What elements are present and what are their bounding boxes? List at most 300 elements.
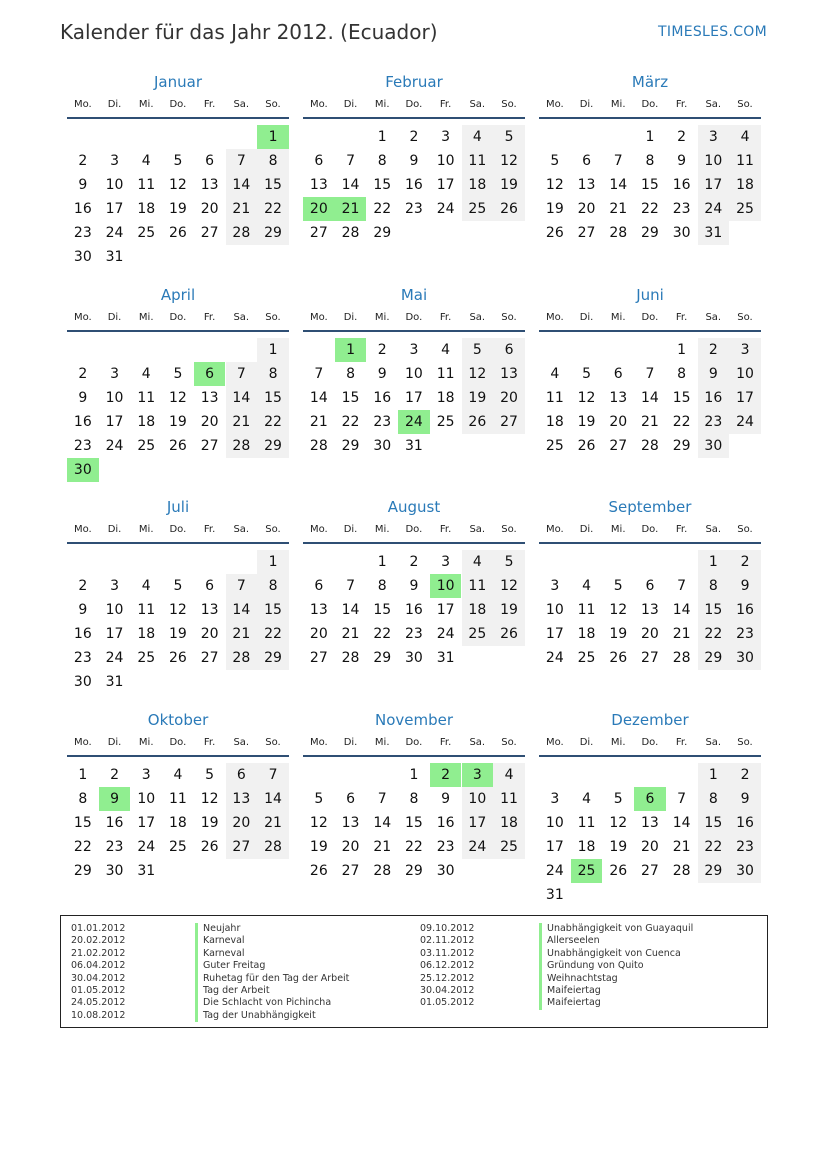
holiday-name: Karneval xyxy=(195,948,349,960)
weekday-label: Sa. xyxy=(705,312,722,323)
day-cell: 2 xyxy=(409,554,419,570)
day-cell: 27 xyxy=(226,835,258,859)
day-cell: 29 xyxy=(698,646,730,670)
day-cell: 15 xyxy=(698,811,730,835)
weekday-label: Do. xyxy=(169,524,187,535)
day-cell: 3 xyxy=(698,125,730,149)
day-cell: 15 xyxy=(257,598,289,622)
day-cell: 21 xyxy=(309,414,328,430)
day-cell: 16 xyxy=(436,815,455,831)
weekday-label: Sa. xyxy=(233,737,250,748)
day-cell: 19 xyxy=(169,414,187,430)
day-cell: 22 xyxy=(373,626,392,642)
day-cell: 26 xyxy=(169,650,187,666)
day-cell: 3 xyxy=(110,578,119,594)
day-cell: 8 xyxy=(698,787,730,811)
day-cell: 10 xyxy=(405,366,423,382)
day-cell: 24 xyxy=(137,839,156,855)
day-cell: 29 xyxy=(257,221,289,245)
day-cell: 9 xyxy=(78,177,88,193)
weekday-label: Fr. xyxy=(675,737,688,748)
day-cell: 26 xyxy=(462,410,494,434)
day-cell: 21 xyxy=(672,626,691,642)
month-6 xyxy=(67,496,289,688)
day-cell: 13 xyxy=(200,602,219,618)
day-cell: 30 xyxy=(73,249,92,265)
weekday-label: Mo. xyxy=(309,99,328,110)
weekday-label: Sa. xyxy=(705,99,722,110)
day-cell: 25 xyxy=(436,414,455,430)
day-cell: 4 xyxy=(493,763,525,787)
day-cell: 5 xyxy=(493,125,525,149)
weekday-label: Mo. xyxy=(545,99,564,110)
weekday-label: Mi. xyxy=(138,737,154,748)
day-cell: 27 xyxy=(609,438,628,454)
day-cell: 25 xyxy=(462,622,494,646)
holiday-names-col-2 xyxy=(539,923,693,1010)
day-cell: 28 xyxy=(341,650,360,666)
month-11 xyxy=(539,709,761,901)
day-cell: 25 xyxy=(462,197,494,221)
weekday-label: Mo. xyxy=(309,524,328,535)
day-cell: 20 xyxy=(493,386,525,410)
day-cell: 11 xyxy=(577,602,596,618)
day-cell: 1 xyxy=(257,550,289,574)
holiday-day-cell: 9 xyxy=(99,787,131,811)
day-cell: 13 xyxy=(200,390,219,406)
day-cell: 16 xyxy=(405,602,423,618)
holiday-name: Karneval xyxy=(195,935,349,947)
day-cell: 31 xyxy=(436,650,455,666)
day-cell: 29 xyxy=(373,225,392,241)
day-cell: 24 xyxy=(462,835,494,859)
day-cell: 22 xyxy=(641,201,659,217)
weekday-label: Fr. xyxy=(203,312,216,323)
day-cell: 17 xyxy=(105,201,124,217)
day-cell: 26 xyxy=(169,438,187,454)
day-cell: 14 xyxy=(341,602,360,618)
day-cell: 26 xyxy=(609,650,628,666)
day-cell: 1 xyxy=(257,338,289,362)
weekday-label: Di. xyxy=(343,737,358,748)
day-cell: 19 xyxy=(493,173,525,197)
weekday-label: Di. xyxy=(579,312,594,323)
weekday-label: Di. xyxy=(107,99,122,110)
day-cell: 11 xyxy=(493,787,525,811)
day-cell: 14 xyxy=(373,815,392,831)
weekday-label: So. xyxy=(265,524,281,535)
day-cell: 1 xyxy=(377,129,387,145)
holiday-dates-col-1 xyxy=(71,923,125,1022)
day-cell: 13 xyxy=(309,602,328,618)
day-cell: 29 xyxy=(257,646,289,670)
holiday-day-cell: 21 xyxy=(335,197,367,221)
holiday-name: Unabhängigkeit von Guayaquil xyxy=(539,923,693,935)
day-cell: 18 xyxy=(493,811,525,835)
day-cell: 29 xyxy=(641,225,659,241)
day-cell: 6 xyxy=(205,153,215,169)
day-cell: 19 xyxy=(169,201,187,217)
day-cell: 2 xyxy=(78,366,88,382)
day-cell: 14 xyxy=(226,598,258,622)
day-cell: 6 xyxy=(314,578,324,594)
weekday-label: Mo. xyxy=(309,312,328,323)
weekday-label: So. xyxy=(265,737,281,748)
weekday-label: Fr. xyxy=(439,737,452,748)
day-cell: 12 xyxy=(200,791,219,807)
day-cell: 31 xyxy=(405,438,423,454)
day-cell: 10 xyxy=(729,362,761,386)
day-cell: 15 xyxy=(672,390,691,406)
holiday-day-cell: 2 xyxy=(430,763,462,787)
day-cell: 27 xyxy=(309,650,328,666)
day-cell: 19 xyxy=(169,626,187,642)
day-cell: 1 xyxy=(78,767,88,783)
day-cell: 2 xyxy=(677,129,687,145)
weekday-label: Sa. xyxy=(469,312,486,323)
day-cell: 24 xyxy=(436,201,455,217)
day-cell: 5 xyxy=(613,578,623,594)
day-cell: 8 xyxy=(698,574,730,598)
day-cell: 27 xyxy=(641,863,659,879)
weekday-label: Sa. xyxy=(233,312,250,323)
day-cell: 22 xyxy=(341,414,360,430)
day-cell: 5 xyxy=(462,338,494,362)
day-cell: 18 xyxy=(462,598,494,622)
day-cell: 16 xyxy=(105,815,124,831)
day-cell: 23 xyxy=(73,650,92,666)
weekday-label: Fr. xyxy=(675,312,688,323)
weekday-header xyxy=(67,520,289,544)
day-cell: 17 xyxy=(105,626,124,642)
weekday-label: Mo. xyxy=(73,524,92,535)
day-cell: 21 xyxy=(257,811,289,835)
day-cell: 1 xyxy=(645,129,655,145)
day-cell: 7 xyxy=(226,574,258,598)
day-cell: 8 xyxy=(377,578,387,594)
day-cell: 30 xyxy=(373,438,392,454)
month-2 xyxy=(539,71,761,263)
weekday-label: Do. xyxy=(169,737,187,748)
day-cell: 18 xyxy=(137,201,156,217)
holiday-date: 09.10.2012 xyxy=(420,923,475,934)
day-cell: 15 xyxy=(341,390,360,406)
day-cell: 4 xyxy=(582,791,591,807)
weekday-label: Do. xyxy=(641,524,659,535)
day-cell: 8 xyxy=(677,366,687,382)
day-cell: 14 xyxy=(226,386,258,410)
day-cell: 7 xyxy=(677,578,687,594)
day-cell: 14 xyxy=(641,390,659,406)
month-name: November xyxy=(374,711,454,729)
day-cell: 12 xyxy=(309,815,328,831)
day-cell: 22 xyxy=(672,414,691,430)
day-cell: 16 xyxy=(672,177,691,193)
day-cell: 7 xyxy=(226,149,258,173)
day-cell: 2 xyxy=(377,342,387,358)
day-cell: 18 xyxy=(545,414,564,430)
day-cell: 17 xyxy=(462,811,494,835)
month-5 xyxy=(539,284,761,476)
day-cell: 6 xyxy=(314,153,324,169)
day-cell: 28 xyxy=(309,438,328,454)
holiday-date: 01.05.2012 xyxy=(420,997,475,1009)
day-cell: 5 xyxy=(550,153,560,169)
day-cell: 5 xyxy=(582,366,591,382)
day-cell: 6 xyxy=(205,578,215,594)
day-cell: 1 xyxy=(377,554,387,570)
day-cell: 23 xyxy=(729,622,761,646)
day-cell: 12 xyxy=(493,574,525,598)
day-cell: 24 xyxy=(436,626,455,642)
day-cell: 18 xyxy=(729,173,761,197)
day-cell: 10 xyxy=(698,149,730,173)
weekday-header xyxy=(539,308,761,332)
day-cell: 28 xyxy=(341,225,360,241)
day-cell: 9 xyxy=(698,362,730,386)
holiday-name: Tag der Unabhängigkeit xyxy=(195,1010,349,1022)
weekday-label: Fr. xyxy=(675,99,688,110)
holiday-names-col-1 xyxy=(195,923,349,1022)
weekday-label: So. xyxy=(501,524,517,535)
day-cell: 15 xyxy=(373,177,392,193)
day-cell: 4 xyxy=(582,578,591,594)
weekday-header xyxy=(303,733,525,757)
day-cell: 3 xyxy=(110,153,119,169)
weekday-label: Fr. xyxy=(675,524,688,535)
day-cell: 1 xyxy=(698,550,730,574)
holiday-date: 20.02.2012 xyxy=(71,935,126,947)
weekday-header xyxy=(539,520,761,544)
day-cell: 6 xyxy=(645,578,655,594)
day-cell: 14 xyxy=(257,787,289,811)
weekday-label: Do. xyxy=(405,524,423,535)
holiday-name: Die Schlacht von Pichincha xyxy=(195,997,349,1009)
day-cell: 4 xyxy=(550,366,560,382)
day-cell: 17 xyxy=(545,839,564,855)
day-cell: 17 xyxy=(436,177,455,193)
weekday-label: Di. xyxy=(107,312,122,323)
holiday-day-cell: 3 xyxy=(462,763,494,787)
day-cell: 14 xyxy=(226,173,258,197)
month-name: September xyxy=(608,498,692,516)
day-cell: 24 xyxy=(105,225,124,241)
day-cell: 22 xyxy=(698,835,730,859)
day-cell: 23 xyxy=(436,839,455,855)
holiday-date: 03.11.2012 xyxy=(420,947,475,959)
day-cell: 2 xyxy=(78,153,88,169)
day-cell: 13 xyxy=(609,390,628,406)
day-cell: 30 xyxy=(729,646,761,670)
weekday-label: So. xyxy=(265,312,281,323)
day-cell: 27 xyxy=(309,225,328,241)
day-cell: 5 xyxy=(173,153,183,169)
day-cell: 26 xyxy=(309,863,328,879)
day-cell: 15 xyxy=(698,598,730,622)
day-cell: 30 xyxy=(436,863,455,879)
day-cell: 23 xyxy=(405,626,423,642)
holiday-day-cell: 20 xyxy=(303,197,335,221)
day-cell: 5 xyxy=(173,578,183,594)
day-grid xyxy=(303,332,525,476)
weekday-label: Mi. xyxy=(138,524,154,535)
holiday-name: Maifeiertag xyxy=(539,997,693,1009)
day-cell: 29 xyxy=(373,650,392,666)
day-cell: 7 xyxy=(377,791,387,807)
day-cell: 21 xyxy=(373,839,392,855)
day-cell: 18 xyxy=(462,173,494,197)
holiday-day-cell: 30 xyxy=(67,458,99,482)
weekday-label: Di. xyxy=(579,524,594,535)
month-8 xyxy=(539,496,761,688)
day-cell: 8 xyxy=(346,366,355,382)
day-cell: 5 xyxy=(173,366,183,382)
weekday-label: Di. xyxy=(107,524,122,535)
day-cell: 19 xyxy=(545,201,564,217)
day-cell: 20 xyxy=(577,201,596,217)
weekday-label: Sa. xyxy=(233,99,250,110)
day-cell: 6 xyxy=(346,791,355,807)
day-cell: 20 xyxy=(200,414,219,430)
day-cell: 26 xyxy=(200,839,219,855)
day-cell: 13 xyxy=(493,362,525,386)
day-grid xyxy=(303,119,525,263)
holiday-day-cell: 6 xyxy=(194,362,226,386)
day-cell: 30 xyxy=(698,434,730,458)
weekday-label: Sa. xyxy=(233,524,250,535)
weekday-label: Mo. xyxy=(545,524,564,535)
weekday-label: Fr. xyxy=(203,99,216,110)
day-cell: 19 xyxy=(609,839,628,855)
weekday-label: Mi. xyxy=(610,524,626,535)
day-cell: 13 xyxy=(641,602,659,618)
month-0 xyxy=(67,71,289,263)
weekday-label: Do. xyxy=(641,737,659,748)
day-cell: 11 xyxy=(545,390,564,406)
day-cell: 16 xyxy=(729,811,761,835)
day-cell: 12 xyxy=(169,602,187,618)
day-cell: 12 xyxy=(609,602,628,618)
weekday-label: Mi. xyxy=(374,99,390,110)
day-cell: 12 xyxy=(609,815,628,831)
weekday-header xyxy=(67,308,289,332)
day-cell: 13 xyxy=(341,815,360,831)
day-cell: 7 xyxy=(613,153,623,169)
weekday-label: Mi. xyxy=(610,99,626,110)
holiday-name: Weihnachtstag xyxy=(539,973,693,985)
day-cell: 8 xyxy=(78,791,88,807)
day-cell: 10 xyxy=(105,602,124,618)
weekday-label: Di. xyxy=(107,737,122,748)
day-cell: 2 xyxy=(78,578,88,594)
day-cell: 11 xyxy=(462,149,494,173)
day-grid xyxy=(303,757,525,901)
day-cell: 12 xyxy=(462,362,494,386)
day-cell: 28 xyxy=(226,221,258,245)
day-cell: 1 xyxy=(698,763,730,787)
day-grid xyxy=(539,332,761,476)
day-cell: 19 xyxy=(493,598,525,622)
day-cell: 27 xyxy=(200,225,219,241)
day-cell: 31 xyxy=(105,674,124,690)
day-cell: 9 xyxy=(441,791,451,807)
weekday-label: Mi. xyxy=(374,312,390,323)
day-cell: 11 xyxy=(462,574,494,598)
weekday-label: Sa. xyxy=(705,737,722,748)
day-cell: 22 xyxy=(698,622,730,646)
day-cell: 16 xyxy=(373,390,392,406)
day-cell: 25 xyxy=(577,650,596,666)
holiday-name: Ruhetag für den Tag der Arbeit xyxy=(195,973,349,985)
weekday-label: Fr. xyxy=(203,737,216,748)
day-cell: 20 xyxy=(200,626,219,642)
month-name: Juni xyxy=(636,286,664,304)
holiday-day-cell: 1 xyxy=(335,338,367,362)
brand-link[interactable]: TIMESLES.COM xyxy=(658,24,767,40)
day-cell: 9 xyxy=(677,153,687,169)
holiday-date: 25.12.2012 xyxy=(420,972,475,984)
holiday-date: 24.05.2012 xyxy=(71,997,126,1009)
day-cell: 8 xyxy=(257,362,289,386)
day-cell: 7 xyxy=(226,362,258,386)
month-4 xyxy=(303,284,525,476)
day-cell: 11 xyxy=(729,149,761,173)
day-cell: 27 xyxy=(200,650,219,666)
day-cell: 2 xyxy=(729,550,761,574)
day-cell: 3 xyxy=(550,578,560,594)
day-cell: 24 xyxy=(105,650,124,666)
day-cell: 9 xyxy=(409,153,419,169)
day-cell: 17 xyxy=(405,390,423,406)
day-cell: 30 xyxy=(105,863,124,879)
weekday-label: Mo. xyxy=(73,312,92,323)
month-9 xyxy=(67,709,289,901)
day-cell: 27 xyxy=(577,225,596,241)
day-cell: 20 xyxy=(200,201,219,217)
holiday-date: 06.04.2012 xyxy=(71,960,126,972)
day-cell: 10 xyxy=(436,153,455,169)
day-cell: 2 xyxy=(698,338,730,362)
weekday-label: Do. xyxy=(405,312,423,323)
month-7 xyxy=(303,496,525,688)
day-cell: 21 xyxy=(672,839,691,855)
day-cell: 19 xyxy=(462,386,494,410)
day-cell: 8 xyxy=(645,153,655,169)
weekday-header xyxy=(303,520,525,544)
day-cell: 21 xyxy=(226,197,258,221)
holiday-date: 21.02.2012 xyxy=(71,947,126,959)
holiday-date: 01.01.2012 xyxy=(71,923,126,934)
day-cell: 23 xyxy=(672,201,691,217)
weekday-label: Mi. xyxy=(610,737,626,748)
day-cell: 23 xyxy=(698,410,730,434)
day-cell: 29 xyxy=(672,438,691,454)
day-cell: 22 xyxy=(257,197,289,221)
month-name: Dezember xyxy=(611,711,689,729)
day-cell: 31 xyxy=(698,221,730,245)
holiday-name: Neujahr xyxy=(195,923,349,935)
month-10 xyxy=(303,709,525,901)
weekday-label: Mi. xyxy=(138,312,154,323)
day-cell: 1 xyxy=(677,342,687,358)
day-cell: 11 xyxy=(436,366,455,382)
day-grid xyxy=(303,544,525,688)
weekday-label: Fr. xyxy=(203,524,216,535)
day-cell: 20 xyxy=(341,839,360,855)
weekday-label: Mi. xyxy=(138,99,154,110)
day-cell: 12 xyxy=(169,177,187,193)
weekday-label: Fr. xyxy=(439,312,452,323)
